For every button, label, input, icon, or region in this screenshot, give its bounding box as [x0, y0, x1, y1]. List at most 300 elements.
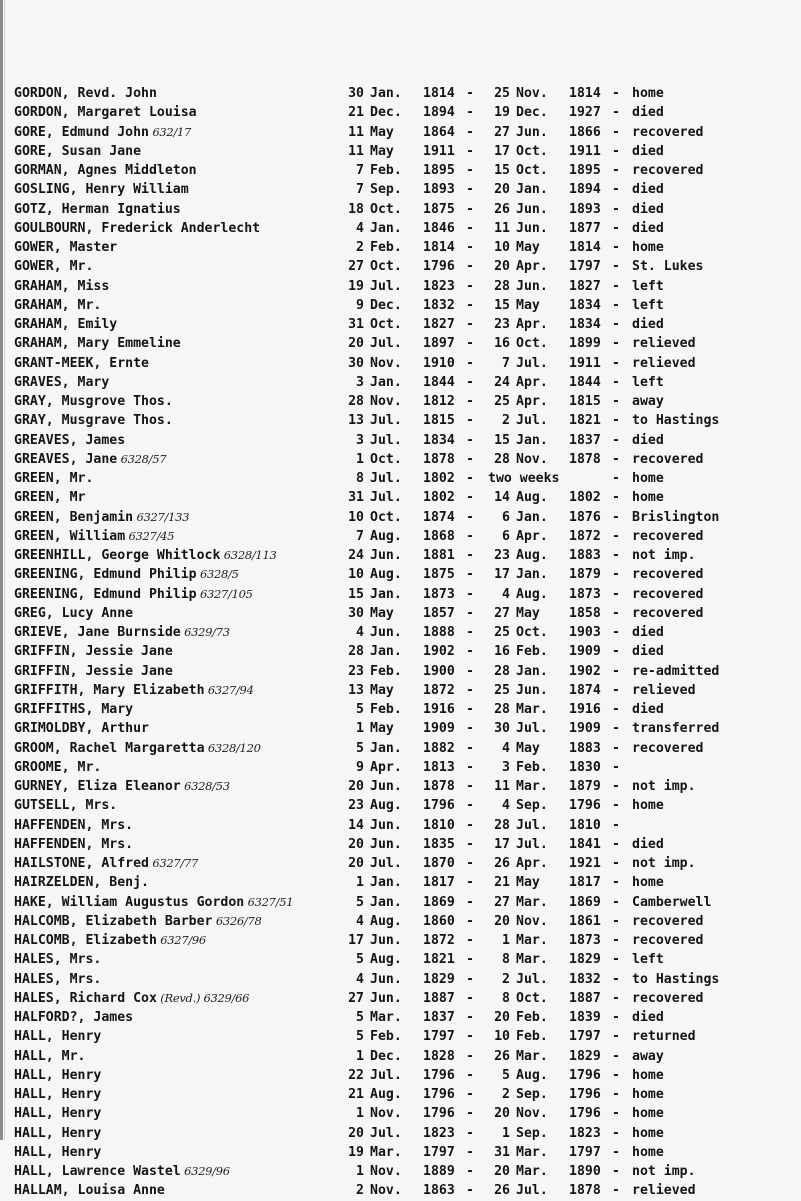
date-separator: -: [466, 1144, 474, 1160]
outcome-separator: -: [612, 663, 620, 679]
patient-name: GOSLING, Henry William: [14, 182, 189, 198]
admission-year: 1837: [423, 1010, 455, 1025]
outcome-separator: -: [612, 471, 620, 486]
outcome: died: [632, 220, 664, 236]
outcome-separator: -: [612, 105, 620, 121]
register-row: [14, 642, 794, 661]
admission-month: Feb.: [370, 702, 402, 717]
admission-month: Oct.: [370, 451, 402, 467]
admission-year: 1796: [423, 798, 455, 814]
date-separator: -: [466, 201, 474, 217]
discharge-day: 3: [502, 759, 510, 775]
date-separator: -: [466, 1087, 474, 1102]
admission-month: Jan.: [370, 220, 402, 236]
outcome: recovered: [632, 990, 704, 1006]
discharge-month: May: [516, 875, 540, 891]
admission-year: 1829: [423, 971, 455, 987]
register-row: [14, 488, 794, 507]
outcome-separator: -: [612, 1048, 620, 1064]
discharge-month: Jul.: [516, 971, 548, 987]
discharge-year: 1797: [569, 259, 601, 275]
discharge-month: Jul.: [516, 721, 548, 737]
outcome: died: [632, 625, 664, 640]
date-separator: -: [466, 759, 474, 775]
discharge-month: Jun.: [516, 682, 548, 698]
register-row: [14, 585, 794, 604]
outcome: St. Lukes: [632, 259, 704, 275]
outcome: Camberwell: [632, 894, 712, 910]
patient-name: HALL, Henry: [14, 1029, 102, 1045]
discharge-month: May: [516, 740, 540, 756]
outcome: transferred: [632, 721, 720, 737]
date-separator: -: [466, 1183, 474, 1199]
discharge-month: Jan.: [516, 567, 548, 583]
discharge-day: 23: [494, 548, 510, 563]
admission-day: 31: [348, 490, 364, 506]
date-separator: -: [466, 528, 474, 544]
admission-month: Aug.: [370, 528, 402, 544]
patient-name: HALL, Henry: [14, 1106, 102, 1122]
admission-month: May: [370, 605, 394, 621]
discharge-year: 1890: [569, 1164, 601, 1179]
admission-month: Jan.: [370, 586, 402, 602]
admission-year: 1796: [423, 1087, 455, 1102]
outcome: recovered: [632, 124, 704, 140]
outcome: died: [632, 143, 664, 159]
admission-day: 5: [356, 702, 364, 717]
patient-name: GRIFFITHS, Mary: [14, 702, 134, 717]
date-separator: -: [466, 336, 474, 352]
register-row: [14, 1162, 794, 1181]
discharge-month: Feb.: [516, 1029, 548, 1045]
outcome-separator: -: [612, 509, 620, 525]
register-row: [14, 1008, 794, 1027]
outcome-separator: -: [612, 297, 620, 313]
discharge-month: Jan.: [516, 509, 548, 525]
outcome: home: [632, 1144, 664, 1160]
admission-month: Feb.: [370, 163, 402, 178]
handwritten-reference: 6327/77: [148, 856, 199, 870]
register-row: [14, 931, 794, 950]
outcome: recovered: [632, 586, 704, 602]
date-separator: -: [466, 124, 474, 140]
discharge-day: 17: [494, 143, 510, 159]
admission-year: 1888: [423, 625, 455, 640]
admission-day: 3: [356, 374, 364, 390]
discharge-month: Nov.: [516, 86, 548, 101]
admission-month: May: [370, 682, 394, 698]
discharge-day: 25: [494, 394, 510, 409]
outcome: not imp.: [632, 779, 696, 794]
discharge-month: Apr.: [516, 317, 548, 332]
outcome: died: [632, 702, 664, 717]
admission-month: Nov.: [370, 394, 402, 409]
register-row: [14, 219, 794, 238]
discharge-day: 2: [502, 971, 510, 987]
admission-year: 1814: [423, 86, 455, 101]
outcome-separator: -: [612, 567, 620, 583]
outcome-separator: -: [612, 740, 620, 756]
outcome-separator: -: [612, 875, 620, 891]
register-row: [14, 893, 794, 912]
patient-name: GOULBOURN, Frederick Anderlecht: [14, 220, 261, 236]
admission-year: 1832: [423, 297, 455, 313]
outcome: home: [632, 86, 664, 101]
admission-day: 4: [356, 913, 364, 929]
discharge-day: 8: [502, 990, 510, 1006]
patient-name: HALL, Henry: [14, 1087, 102, 1102]
date-separator: -: [466, 432, 474, 448]
register-row: [14, 1085, 794, 1104]
discharge-day: 1: [502, 933, 510, 948]
discharge-year: 1866: [569, 124, 601, 140]
outcome-separator: -: [612, 1067, 620, 1083]
discharge-day: 7: [502, 355, 510, 371]
patient-name: HALL, Henry: [14, 1067, 102, 1083]
discharge-year: 1893: [569, 201, 601, 217]
admission-month: Sep.: [370, 182, 402, 198]
discharge-month: May: [516, 240, 540, 255]
outcome-separator: -: [612, 913, 620, 929]
date-separator: -: [466, 894, 474, 910]
admission-month: Nov.: [370, 355, 402, 371]
date-separator: -: [466, 1164, 474, 1179]
admission-month: Jun.: [370, 990, 402, 1006]
outcome: left: [632, 952, 664, 968]
discharge-year: 1821: [569, 413, 601, 429]
register-row: [14, 84, 794, 103]
discharge-year: 1797: [569, 1144, 601, 1160]
discharge-month: Apr.: [516, 856, 548, 871]
admission-month: Aug.: [370, 798, 402, 814]
admission-year: 1868: [423, 528, 455, 544]
admission-day: 7: [356, 528, 364, 544]
discharge-day: 5: [502, 1067, 510, 1083]
admission-year: 1817: [423, 875, 455, 891]
date-separator: -: [466, 740, 474, 756]
patient-name: GRIMOLDBY, Arthur: [14, 721, 149, 737]
outcome-separator: -: [612, 220, 620, 236]
register-row: [14, 989, 794, 1008]
date-separator: -: [466, 86, 474, 101]
register-row: [14, 277, 794, 296]
outcome-separator: -: [612, 779, 620, 794]
register-row: [14, 835, 794, 854]
admission-year: 1860: [423, 913, 455, 929]
outcome-separator: -: [612, 86, 620, 101]
patient-name: GREENHILL, George Whitlock 6328/113: [14, 548, 277, 563]
admission-day: 7: [356, 163, 364, 178]
date-separator: -: [466, 317, 474, 332]
outcome: relieved: [632, 1183, 696, 1199]
admission-month: Feb.: [370, 240, 402, 255]
discharge-day: 17: [494, 836, 510, 852]
admission-day: 10: [348, 567, 364, 583]
admission-day: 5: [356, 740, 364, 756]
discharge-day: 20: [494, 913, 510, 929]
admission-year: 1895: [423, 163, 455, 178]
admission-day: 1: [356, 1106, 364, 1122]
admission-month: Jul.: [370, 1125, 402, 1141]
stay-duration: two weeks: [488, 471, 560, 486]
admission-day: 1: [356, 875, 364, 891]
admission-month: Apr.: [370, 759, 402, 775]
admission-year: 1835: [423, 836, 455, 852]
discharge-month: Aug.: [516, 586, 548, 602]
admission-day: 27: [348, 990, 364, 1006]
date-separator: -: [466, 721, 474, 737]
register-row: [14, 854, 794, 873]
register-row: [14, 1027, 794, 1046]
outcome-separator: -: [612, 163, 620, 178]
discharge-month: Jun.: [516, 201, 548, 217]
admission-month: Jun.: [370, 971, 402, 987]
discharge-year: 1909: [569, 644, 601, 660]
admission-month: Jul.: [370, 278, 402, 294]
discharge-month: Feb.: [516, 644, 548, 660]
admission-month: Aug.: [370, 567, 402, 583]
admission-day: 23: [348, 663, 364, 679]
outcome-separator: -: [612, 1106, 620, 1122]
outcome-separator: -: [612, 605, 620, 621]
discharge-day: 8: [502, 952, 510, 968]
outcome-separator: -: [612, 259, 620, 275]
date-separator: -: [466, 163, 474, 178]
date-separator: -: [466, 240, 474, 255]
date-separator: -: [466, 913, 474, 929]
admission-month: Oct.: [370, 201, 402, 217]
admission-year: 1910: [423, 355, 455, 371]
discharge-year: 1823: [569, 1125, 601, 1141]
admission-year: 1897: [423, 336, 455, 352]
patient-name: GRAVES, Mary: [14, 374, 110, 390]
date-separator: -: [466, 143, 474, 159]
discharge-month: Apr.: [516, 528, 548, 544]
admission-month: Dec.: [370, 297, 402, 313]
discharge-month: Oct.: [516, 990, 548, 1006]
discharge-year: 1829: [569, 1048, 601, 1064]
handwritten-reference: 6328/57: [117, 451, 167, 466]
discharge-month: Oct.: [516, 143, 548, 159]
date-separator: -: [466, 875, 474, 891]
patient-name: GURNEY, Eliza Eleanor 6328/53: [14, 779, 230, 794]
patient-name: GREEN, Mr: [14, 490, 86, 506]
outcome: home: [632, 798, 664, 814]
admission-year: 1797: [423, 1144, 455, 1160]
patient-name: HAFFENDEN, Mrs.: [14, 817, 134, 833]
discharge-month: Jun.: [516, 124, 548, 140]
admission-year: 1894: [423, 105, 455, 121]
handwritten-reference: 6327/133: [133, 509, 190, 524]
register-row: [14, 411, 794, 430]
discharge-year: 1796: [569, 798, 601, 814]
admission-day: 1: [356, 1048, 364, 1064]
admission-day: 9: [356, 759, 364, 775]
admission-day: 3: [356, 432, 364, 448]
admission-month: Jul.: [370, 432, 402, 448]
patient-name: GROOM, Rachel Margaretta 6328/120: [14, 740, 261, 756]
discharge-day: 4: [502, 740, 510, 756]
admission-year: 1846: [423, 220, 455, 236]
admission-month: May: [370, 721, 394, 737]
outcome-separator: -: [612, 952, 620, 968]
admission-day: 4: [356, 625, 364, 640]
outcome: died: [632, 644, 664, 660]
patient-name: HALES, Richard Cox (Revd.) 6329/66: [14, 990, 250, 1006]
outcome: away: [632, 1048, 664, 1064]
patient-name: GRIFFIN, Jessie Jane: [14, 663, 173, 679]
admission-month: Jun.: [370, 625, 402, 640]
admission-month: Jun.: [370, 817, 402, 833]
outcome: recovered: [632, 451, 704, 467]
date-separator: -: [466, 1125, 474, 1141]
discharge-year: 1814: [569, 86, 601, 101]
outcome-separator: -: [612, 1125, 620, 1141]
register-row: [14, 719, 794, 738]
discharge-month: Jul.: [516, 413, 548, 429]
admission-year: 1863: [423, 1183, 455, 1199]
discharge-year: 1872: [569, 528, 601, 544]
patient-name: GORDON, Margaret Louisa: [14, 105, 197, 121]
admission-day: 1: [356, 721, 364, 737]
handwritten-reference: 6328/5: [196, 567, 239, 582]
patient-name: GREENING, Edmund Philip 6327/105: [14, 586, 253, 602]
admission-year: 1810: [423, 817, 455, 833]
date-separator: -: [466, 374, 474, 390]
register-row: [14, 777, 794, 796]
admission-day: 30: [348, 605, 364, 621]
discharge-month: Jan.: [516, 663, 548, 679]
discharge-year: 1879: [569, 779, 601, 794]
admission-year: 1909: [423, 721, 455, 737]
discharge-year: 1887: [569, 990, 601, 1006]
discharge-year: 1894: [569, 182, 601, 198]
admission-day: 5: [356, 952, 364, 968]
admission-year: 1815: [423, 413, 455, 429]
discharge-year: 1827: [569, 278, 601, 294]
outcome-separator: -: [612, 374, 620, 390]
discharge-year: 1796: [569, 1106, 601, 1122]
handwritten-reference: 6328/53: [180, 779, 230, 793]
patient-name: HAILSTONE, Alfred 6327/77: [14, 856, 199, 871]
outcome-separator: -: [612, 702, 620, 717]
admission-month: Feb.: [370, 663, 402, 679]
outcome-separator: -: [612, 124, 620, 140]
date-separator: -: [466, 605, 474, 621]
discharge-month: Jan.: [516, 432, 548, 448]
outcome-separator: -: [612, 528, 620, 544]
discharge-day: 31: [494, 1144, 510, 1160]
discharge-year: 1814: [569, 240, 601, 255]
outcome: left: [632, 278, 664, 294]
register-row: [14, 392, 794, 411]
patient-name: GREG, Lucy Anne: [14, 605, 134, 621]
admission-year: 1796: [423, 259, 455, 275]
admission-month: Jan.: [370, 86, 402, 101]
patient-name: GRAHAM, Mary Emmeline: [14, 336, 181, 352]
discharge-month: Jun.: [516, 278, 548, 294]
discharge-month: Feb.: [516, 1010, 548, 1025]
handwritten-reference: 6328/120: [204, 740, 261, 755]
date-separator: -: [466, 586, 474, 602]
discharge-year: 1911: [569, 355, 601, 371]
outcome-separator: -: [612, 1183, 620, 1199]
date-separator: -: [466, 490, 474, 506]
discharge-year: 1841: [569, 836, 601, 852]
date-separator: -: [466, 355, 474, 371]
outcome: home: [632, 1087, 664, 1102]
outcome-separator: -: [612, 317, 620, 332]
patient-name: GREEN, William 6327/45: [14, 528, 175, 544]
discharge-year: 1802: [569, 490, 601, 506]
admission-day: 31: [348, 317, 364, 332]
date-separator: -: [466, 1029, 474, 1045]
admission-year: 1864: [423, 124, 455, 140]
discharge-month: Mar.: [516, 1144, 548, 1160]
outcome: recovered: [632, 567, 704, 583]
admission-year: 1887: [423, 990, 455, 1006]
discharge-day: 20: [494, 1010, 510, 1025]
discharge-month: Sep.: [516, 1087, 548, 1102]
outcome-separator: -: [612, 548, 620, 563]
discharge-month: Oct.: [516, 163, 548, 178]
admission-day: 1: [356, 451, 364, 467]
register-row: [14, 604, 794, 623]
discharge-day: 26: [494, 201, 510, 217]
discharge-day: 21: [494, 875, 510, 891]
handwritten-reference: 6329/96: [180, 1164, 230, 1178]
outcome-separator: -: [612, 355, 620, 371]
admission-year: 1796: [423, 1106, 455, 1122]
discharge-year: 1844: [569, 374, 601, 390]
discharge-day: 20: [494, 1164, 510, 1179]
handwritten-reference: 6327/96: [156, 933, 206, 947]
handwritten-reference: 6327/94: [204, 682, 254, 697]
admission-month: Jul.: [370, 856, 402, 871]
outcome-separator: -: [612, 240, 620, 255]
date-separator: -: [466, 682, 474, 698]
patient-name: GOWER, Mr.: [14, 259, 94, 275]
admission-year: 1902: [423, 644, 455, 660]
discharge-year: 1869: [569, 894, 601, 910]
discharge-day: 25: [494, 625, 510, 640]
admission-month: Nov.: [370, 1183, 402, 1199]
patient-name: GORDON, Revd. John: [14, 86, 157, 101]
discharge-day: 20: [494, 182, 510, 198]
outcome-separator: -: [612, 644, 620, 660]
outcome: relieved: [632, 355, 696, 371]
outcome-separator: -: [612, 1087, 620, 1102]
discharge-day: 15: [494, 432, 510, 448]
register-row: [14, 161, 794, 180]
outcome: died: [632, 432, 664, 448]
discharge-year: 1839: [569, 1010, 601, 1025]
date-separator: -: [466, 413, 474, 429]
register-row: [14, 238, 794, 257]
discharge-day: 26: [494, 856, 510, 871]
patient-name: GORE, Susan Jane: [14, 143, 142, 159]
patient-name: HALCOMB, Elizabeth 6327/96: [14, 933, 206, 948]
discharge-month: Sep.: [516, 798, 548, 814]
discharge-month: Nov.: [516, 1106, 548, 1122]
date-separator: -: [466, 451, 474, 467]
admission-day: 23: [348, 798, 364, 814]
admission-day: 21: [348, 105, 364, 121]
discharge-year: 1858: [569, 605, 601, 621]
admission-year: 1823: [423, 1125, 455, 1141]
register-row: [14, 700, 794, 719]
discharge-day: 6: [502, 528, 510, 544]
